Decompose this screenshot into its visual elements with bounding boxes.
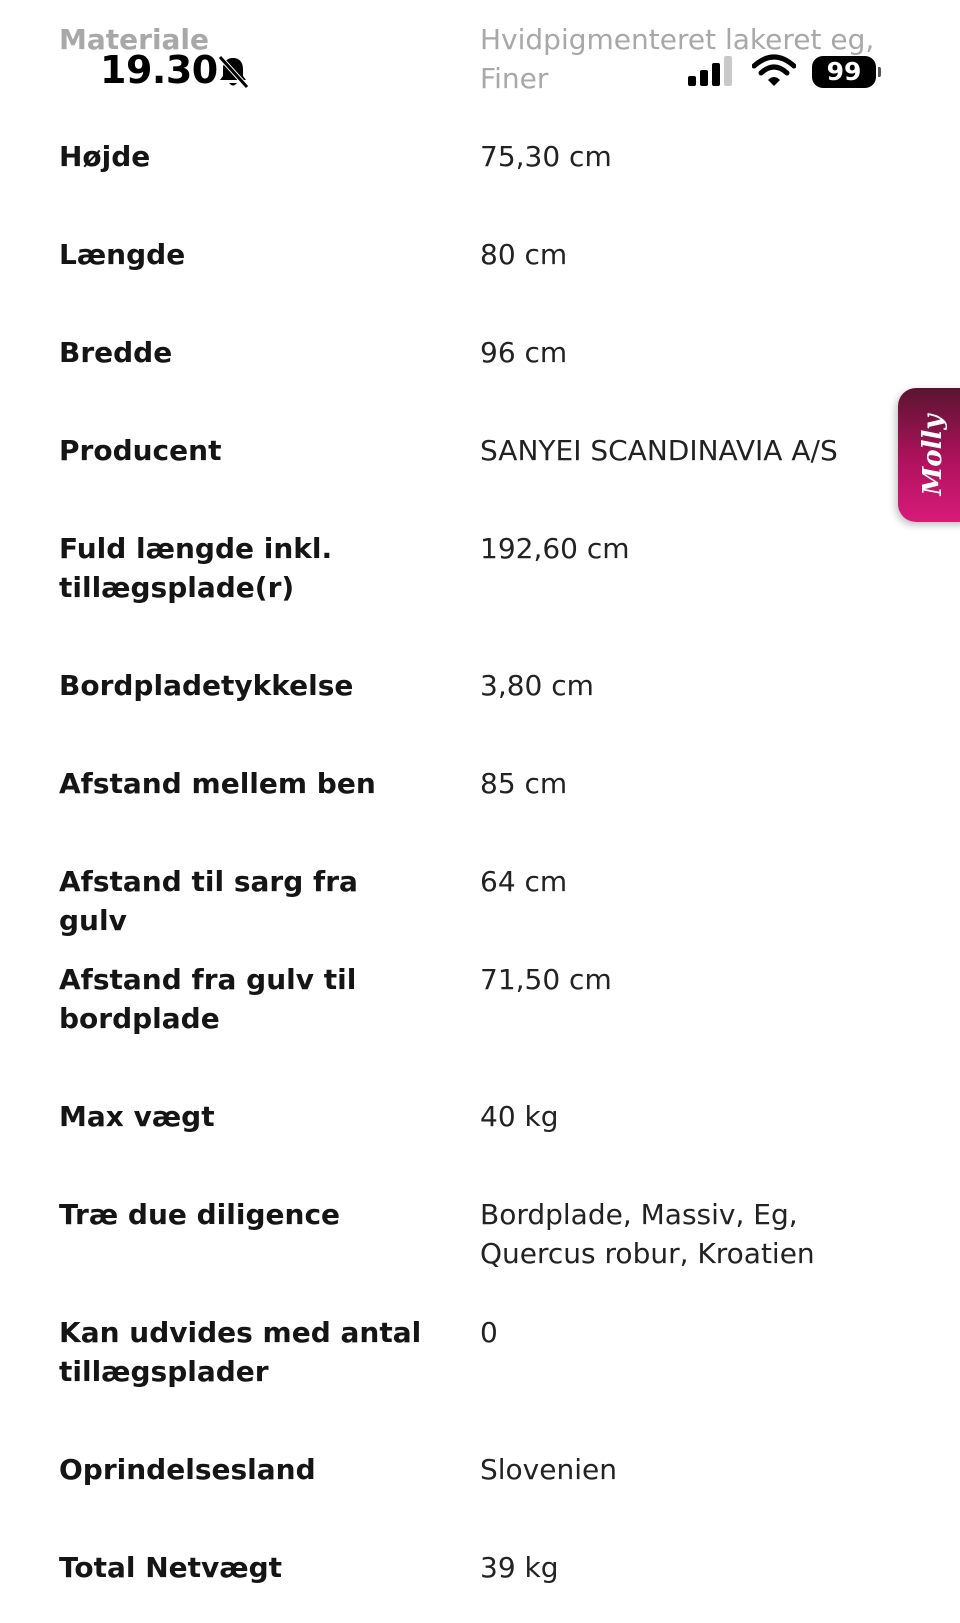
spec-value: 39 kg bbox=[480, 1551, 559, 1584]
spec-label: Total Netvægt bbox=[59, 1551, 283, 1584]
status-time: 19.30 bbox=[100, 48, 218, 92]
spec-label: Producent bbox=[59, 434, 222, 467]
spec-value: Bordplade, Massiv, Eg, Quercus robur, Kroatien bbox=[480, 1198, 815, 1270]
spec-label: Materiale bbox=[59, 23, 210, 56]
spec-label: Fuld længde inkl. tillægsplade(r) bbox=[59, 532, 333, 604]
molly-chat-tab[interactable] bbox=[898, 388, 960, 522]
spec-value: 0 bbox=[480, 1316, 498, 1349]
spec-label: Max vægt bbox=[59, 1100, 215, 1133]
spec-value: 96 cm bbox=[480, 336, 568, 369]
spec-label: Oprindelsesland bbox=[59, 1453, 316, 1486]
spec-value: 64 cm bbox=[480, 865, 568, 898]
spec-value: 75,30 cm bbox=[480, 140, 612, 173]
spec-value: 71,50 cm bbox=[480, 963, 612, 996]
spec-value: 85 cm bbox=[480, 767, 568, 800]
spec-value: Slovenien bbox=[480, 1453, 617, 1486]
spec-label: Længde bbox=[59, 238, 186, 271]
spec-value: Hvidpigmenteret lakeret eg, Finer bbox=[480, 23, 875, 95]
spec-label: Kan udvides med antal tillægsplader bbox=[59, 1316, 422, 1388]
spec-label: Bordpladetykkelse bbox=[59, 669, 354, 702]
spec-value: SANYEI SCANDINAVIA A/S bbox=[480, 434, 838, 467]
spec-value: 192,60 cm bbox=[480, 532, 630, 565]
spec-value: 40 kg bbox=[480, 1100, 559, 1133]
spec-value: 3,80 cm bbox=[480, 669, 594, 702]
spec-label: Afstand til sarg fra gulv bbox=[59, 865, 358, 937]
spec-label: Bredde bbox=[59, 336, 173, 369]
spec-label: Afstand fra gulv til bordplade bbox=[59, 963, 357, 1035]
bell-slash-icon bbox=[216, 54, 250, 90]
spec-label: Højde bbox=[59, 140, 151, 173]
spec-label: Træ due diligence bbox=[59, 1198, 341, 1231]
spec-label: Afstand mellem ben bbox=[59, 767, 376, 800]
battery-icon: 99 bbox=[812, 56, 876, 88]
molly-chat-label: Molly bbox=[918, 414, 948, 496]
spec-value: 80 cm bbox=[480, 238, 568, 271]
